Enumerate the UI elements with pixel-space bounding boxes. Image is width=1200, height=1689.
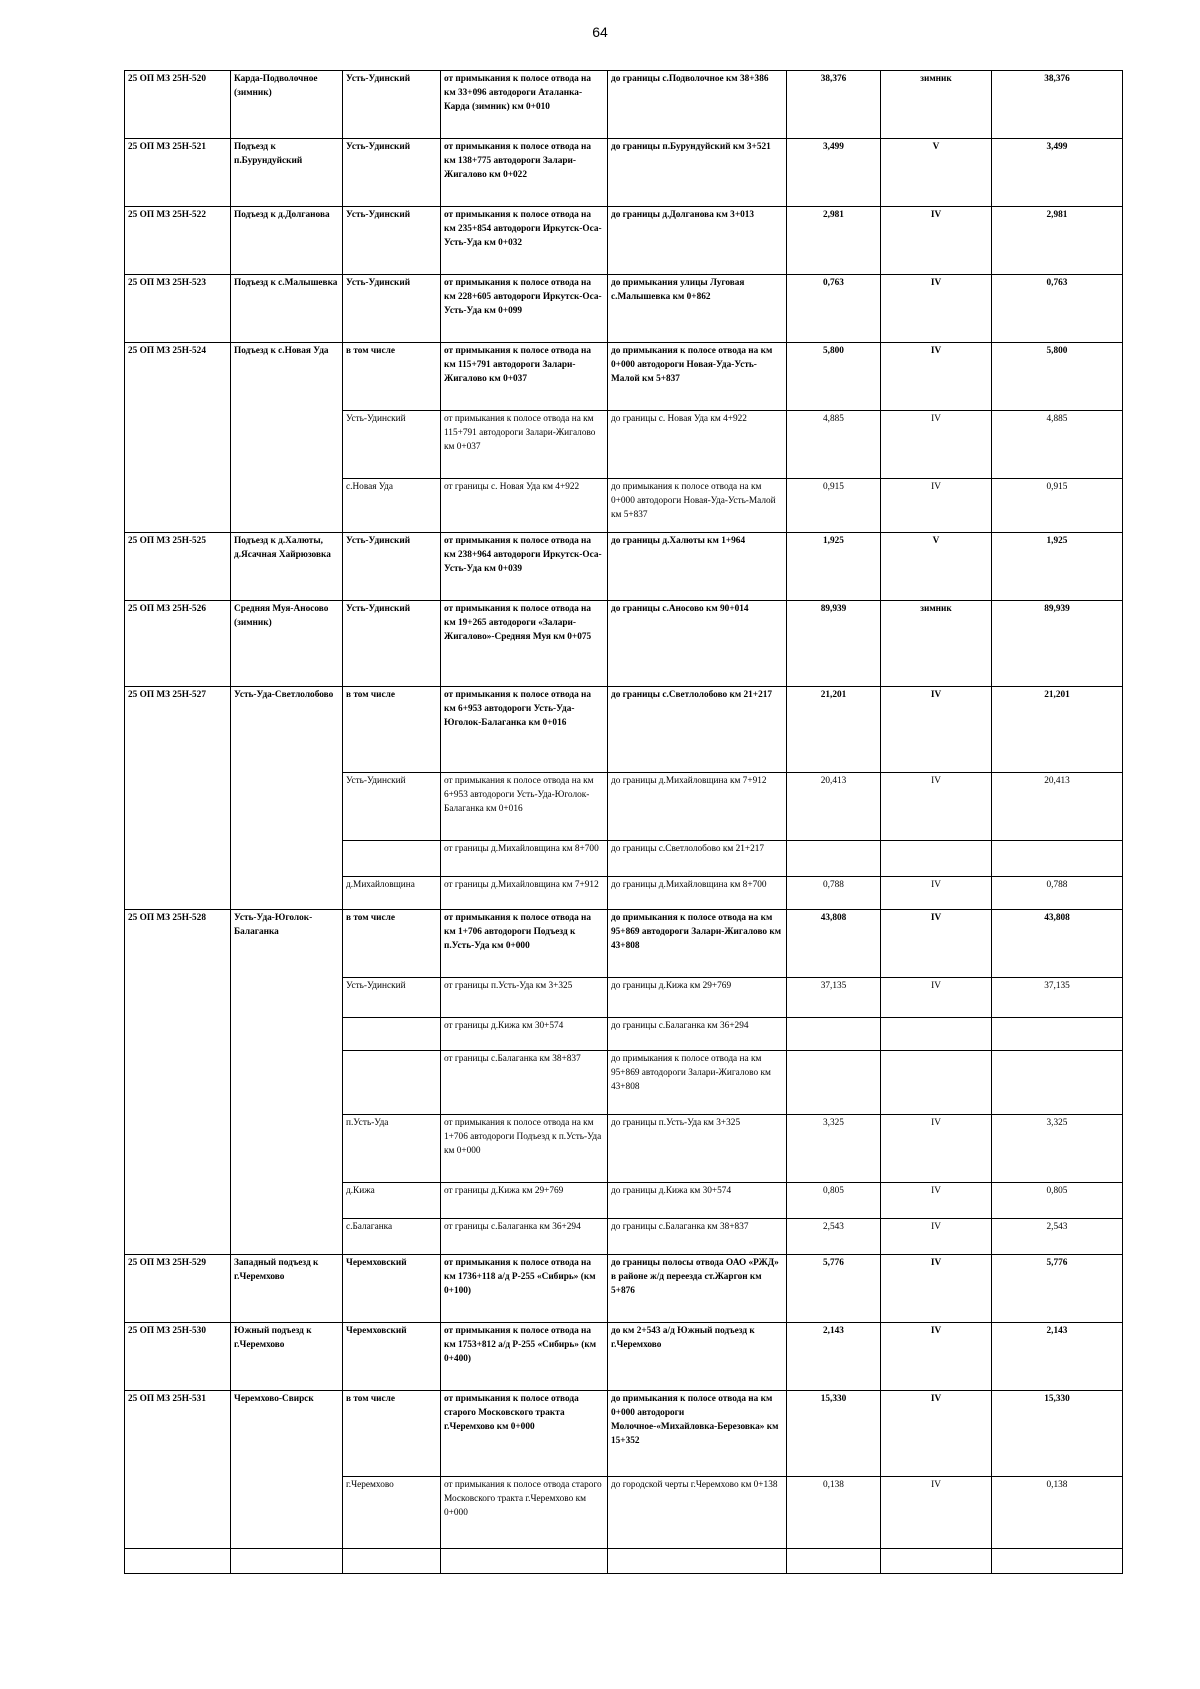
road-id-cell: 25 ОП МЗ 25Н-520: [125, 71, 231, 139]
length-cell: 0,915: [787, 479, 881, 533]
total-length-cell: 21,201: [992, 687, 1123, 773]
district-cell: в том числе: [343, 687, 441, 773]
category-cell: [881, 841, 992, 877]
total-length-cell: 43,808: [992, 910, 1123, 978]
from-cell: от примыкания к полосе отвода на км 1753+812 а/д Р-255 «Сибирь» (км 0+400): [441, 1323, 608, 1391]
from-cell: от границы с.Балаганка км 36+294: [441, 1219, 608, 1255]
table-row: [125, 601, 1123, 687]
category-cell: IV: [881, 1219, 992, 1255]
length-cell: 38,376: [787, 71, 881, 139]
to-cell: до примыкания к полосе отвода на км 0+000 автодороги Молочное-«Михайловка-Березовка» км 15+352: [608, 1391, 787, 1477]
to-cell: до границы с.Балаганка км 38+837: [608, 1219, 787, 1255]
district-cell: [343, 1018, 441, 1051]
to-cell: до границы д.Халюты км 1+964: [608, 533, 787, 601]
length-cell: 0,763: [787, 275, 881, 343]
from-cell: от примыкания к полосе отвода на км 1+706 автодороги Подъезд к п.Усть-Уда км 0+000: [441, 1115, 608, 1183]
category-cell: IV: [881, 207, 992, 275]
to-cell: до границы д.Михайловщина км 8+700: [608, 877, 787, 910]
from-cell: от примыкания к полосе отвода на км 115+791 автодороги Залари-Жигалово км 0+037: [441, 411, 608, 479]
district-cell: с.Балаганка: [343, 1219, 441, 1255]
road-name-cell: Подъезд к с.Малышевка: [231, 275, 343, 343]
district-cell: Усть-Удинский: [343, 139, 441, 207]
road-name-cell: Усть-Уда-Юголок-Балаганка: [231, 910, 343, 1255]
length-cell: 43,808: [787, 910, 881, 978]
length-cell: 20,413: [787, 773, 881, 841]
total-length-cell: [992, 1051, 1123, 1115]
page-number: 64: [592, 24, 608, 40]
category-cell: IV: [881, 1391, 992, 1477]
total-length-cell: 1,925: [992, 533, 1123, 601]
district-cell: п.Усть-Уда: [343, 1115, 441, 1183]
to-cell: до границы с.Аносово км 90+014: [608, 601, 787, 687]
road-name-cell: Подъезд к с.Новая Уда: [231, 343, 343, 533]
table-row: [125, 910, 1123, 978]
roads-table: [124, 70, 1123, 1574]
road-name-cell: Южный подъезд к г.Черемхово: [231, 1323, 343, 1391]
total-length-cell: 2,143: [992, 1323, 1123, 1391]
table-row: [125, 139, 1123, 207]
length-cell: [787, 1018, 881, 1051]
total-length-cell: 0,763: [992, 275, 1123, 343]
district-cell: Усть-Удинский: [343, 275, 441, 343]
length-cell: 3,499: [787, 139, 881, 207]
empty-cell: [343, 1549, 441, 1574]
category-cell: IV: [881, 910, 992, 978]
length-cell: 0,805: [787, 1183, 881, 1219]
total-length-cell: 38,376: [992, 71, 1123, 139]
district-cell: с.Новая Уда: [343, 479, 441, 533]
total-length-cell: 4,885: [992, 411, 1123, 479]
to-cell: до границы с.Светлолобово км 21+217: [608, 841, 787, 877]
total-length-cell: [992, 841, 1123, 877]
to-cell: до примыкания к полосе отвода на км 0+000 автодороги Новая-Уда-Усть-Малой км 5+837: [608, 343, 787, 411]
category-cell: IV: [881, 1115, 992, 1183]
empty-cell: [787, 1549, 881, 1574]
empty-cell: [125, 1549, 231, 1574]
total-length-cell: [992, 1018, 1123, 1051]
district-cell: в том числе: [343, 1391, 441, 1477]
from-cell: от примыкания к полосе отвода старого Московского тракта г.Черемхово км 0+000: [441, 1477, 608, 1549]
road-id-cell: 25 ОП МЗ 25Н-523: [125, 275, 231, 343]
length-cell: 89,939: [787, 601, 881, 687]
table-row: [125, 1255, 1123, 1323]
road-name-cell: Подъезд к д.Долганова: [231, 207, 343, 275]
road-id-cell: 25 ОП МЗ 25Н-530: [125, 1323, 231, 1391]
road-id-cell: 25 ОП МЗ 25Н-527: [125, 687, 231, 910]
to-cell: до примыкания к полосе отвода на км 95+869 автодороги Залари-Жигалово км 43+808: [608, 1051, 787, 1115]
total-length-cell: 0,915: [992, 479, 1123, 533]
from-cell: от примыкания к полосе отвода старого Московского тракта г.Черемхово км 0+000: [441, 1391, 608, 1477]
road-id-cell: 25 ОП МЗ 25Н-522: [125, 207, 231, 275]
to-cell: до границы д.Михайловщина км 7+912: [608, 773, 787, 841]
road-name-cell: Подъезд к д.Халюты, д.Ясачная Хайрюзовка: [231, 533, 343, 601]
total-length-cell: 5,800: [992, 343, 1123, 411]
from-cell: от примыкания к полосе отвода на км 6+953 автодороги Усть-Уда-Юголок-Балаганка км 0+016: [441, 773, 608, 841]
road-name-cell: Усть-Уда-Светлолобово: [231, 687, 343, 910]
road-name-cell: Подъезд к п.Бурундуйский: [231, 139, 343, 207]
from-cell: от примыкания к полосе отвода на км 228+605 автодороги Иркутск-Оса-Усть-Уда км 0+099: [441, 275, 608, 343]
from-cell: от примыкания к полосе отвода на км 1736+118 а/д Р-255 «Сибирь» (км 0+100): [441, 1255, 608, 1323]
to-cell: до городской черты г.Черемхово км 0+138: [608, 1477, 787, 1549]
to-cell: до границы с.Подволочное км 38+386: [608, 71, 787, 139]
to-cell: до границы д.Долганова км 3+013: [608, 207, 787, 275]
district-cell: [343, 841, 441, 877]
from-cell: от примыкания к полосе отвода на км 115+791 автодороги Залари-Жигалово км 0+037: [441, 343, 608, 411]
length-cell: 5,776: [787, 1255, 881, 1323]
to-cell: до примыкания к полосе отвода на км 95+869 автодороги Залари-Жигалово км 43+808: [608, 910, 787, 978]
to-cell: до границы с. Новая Уда км 4+922: [608, 411, 787, 479]
road-name-cell: Черемхово-Свирск: [231, 1391, 343, 1549]
table-row: [125, 71, 1123, 139]
length-cell: 15,330: [787, 1391, 881, 1477]
length-cell: 5,800: [787, 343, 881, 411]
total-length-cell: 20,413: [992, 773, 1123, 841]
from-cell: от примыкания к полосе отвода на км 238+964 автодороги Иркутск-Оса-Усть-Уда км 0+039: [441, 533, 608, 601]
length-cell: 3,325: [787, 1115, 881, 1183]
category-cell: IV: [881, 773, 992, 841]
from-cell: от границы п.Усть-Уда км 3+325: [441, 978, 608, 1018]
to-cell: до км 2+543 а/д Южный подъезд к г.Черемхово: [608, 1323, 787, 1391]
length-cell: 4,885: [787, 411, 881, 479]
to-cell: до границы полосы отвода ОАО «РЖД» в районе ж/д переезда ст.Жаргон км 5+876: [608, 1255, 787, 1323]
category-cell: IV: [881, 687, 992, 773]
length-cell: 37,135: [787, 978, 881, 1018]
table-row: [125, 275, 1123, 343]
from-cell: от границы д.Михайловщина км 8+700: [441, 841, 608, 877]
road-id-cell: 25 ОП МЗ 25Н-525: [125, 533, 231, 601]
category-cell: IV: [881, 343, 992, 411]
category-cell: IV: [881, 877, 992, 910]
category-cell: IV: [881, 479, 992, 533]
road-id-cell: 25 ОП МЗ 25Н-529: [125, 1255, 231, 1323]
from-cell: от примыкания к полосе отвода на км 235+854 автодороги Иркутск-Оса-Усть-Уда км 0+032: [441, 207, 608, 275]
table-row: [125, 1323, 1123, 1391]
total-length-cell: 0,138: [992, 1477, 1123, 1549]
road-id-cell: 25 ОП МЗ 25Н-528: [125, 910, 231, 1255]
table-row: [125, 343, 1123, 411]
to-cell: до примыкания улицы Луговая с.Малышевка км 0+862: [608, 275, 787, 343]
table-row: [125, 207, 1123, 275]
category-cell: зимник: [881, 71, 992, 139]
total-length-cell: 2,543: [992, 1219, 1123, 1255]
table-row: [125, 1391, 1123, 1477]
empty-cell: [441, 1549, 608, 1574]
total-length-cell: 3,499: [992, 139, 1123, 207]
road-name-cell: Западный подъезд к г.Черемхово: [231, 1255, 343, 1323]
empty-cell: [608, 1549, 787, 1574]
category-cell: IV: [881, 1477, 992, 1549]
district-cell: Усть-Удинский: [343, 533, 441, 601]
category-cell: [881, 1018, 992, 1051]
from-cell: от границы д.Михайловщина км 7+912: [441, 877, 608, 910]
district-cell: Черемховский: [343, 1255, 441, 1323]
length-cell: 2,543: [787, 1219, 881, 1255]
category-cell: IV: [881, 275, 992, 343]
table-body: [125, 71, 1123, 1574]
category-cell: V: [881, 139, 992, 207]
length-cell: 21,201: [787, 687, 881, 773]
from-cell: от примыкания к полосе отвода на км 6+953 автодороги Усть-Уда-Юголок-Балаганка км 0+016: [441, 687, 608, 773]
total-length-cell: 2,981: [992, 207, 1123, 275]
district-cell: Черемховский: [343, 1323, 441, 1391]
from-cell: от примыкания к полосе отвода на км 33+096 автодороги Аталанка-Карда (зимник) км 0+010: [441, 71, 608, 139]
length-cell: 0,788: [787, 877, 881, 910]
category-cell: V: [881, 533, 992, 601]
total-length-cell: 0,788: [992, 877, 1123, 910]
district-cell: в том числе: [343, 343, 441, 411]
empty-cell: [231, 1549, 343, 1574]
table-row: [125, 687, 1123, 773]
length-cell: 0,138: [787, 1477, 881, 1549]
from-cell: от границы с. Новая Уда км 4+922: [441, 479, 608, 533]
road-name-cell: Карда-Подволочное (зимник): [231, 71, 343, 139]
table-row-empty: [125, 1549, 1123, 1574]
category-cell: IV: [881, 411, 992, 479]
from-cell: от примыкания к полосе отвода на км 1+706 автодороги Подъезд к п.Усть-Уда км 0+000: [441, 910, 608, 978]
category-cell: IV: [881, 978, 992, 1018]
district-cell: Усть-Удинский: [343, 207, 441, 275]
to-cell: до границы с.Балаганка км 36+294: [608, 1018, 787, 1051]
to-cell: до границы п.Усть-Уда км 3+325: [608, 1115, 787, 1183]
to-cell: до границы д.Кижа км 30+574: [608, 1183, 787, 1219]
from-cell: от примыкания к полосе отвода на км 138+775 автодороги Залари-Жигалово км 0+022: [441, 139, 608, 207]
total-length-cell: 0,805: [992, 1183, 1123, 1219]
road-id-cell: 25 ОП МЗ 25Н-526: [125, 601, 231, 687]
road-id-cell: 25 ОП МЗ 25Н-531: [125, 1391, 231, 1549]
from-cell: от границы с.Балаганка км 38+837: [441, 1051, 608, 1115]
total-length-cell: 89,939: [992, 601, 1123, 687]
road-name-cell: Средняя Муя-Аносово (зимник): [231, 601, 343, 687]
category-cell: IV: [881, 1323, 992, 1391]
to-cell: до границы с.Светлолобово км 21+217: [608, 687, 787, 773]
district-cell: Усть-Удинский: [343, 71, 441, 139]
road-id-cell: 25 ОП МЗ 25Н-524: [125, 343, 231, 533]
length-cell: 1,925: [787, 533, 881, 601]
empty-cell: [881, 1549, 992, 1574]
district-cell: д.Михайловщина: [343, 877, 441, 910]
district-cell: Усть-Удинский: [343, 411, 441, 479]
district-cell: г.Черемхово: [343, 1477, 441, 1549]
length-cell: 2,981: [787, 207, 881, 275]
length-cell: 2,143: [787, 1323, 881, 1391]
from-cell: от примыкания к полосе отвода на км 19+265 автодороги «Залари-Жигалово»-Средняя Муя км 0+075: [441, 601, 608, 687]
district-cell: Усть-Удинский: [343, 773, 441, 841]
total-length-cell: 15,330: [992, 1391, 1123, 1477]
district-cell: д.Кижа: [343, 1183, 441, 1219]
total-length-cell: 37,135: [992, 978, 1123, 1018]
length-cell: [787, 841, 881, 877]
category-cell: IV: [881, 1255, 992, 1323]
from-cell: от границы д.Кижа км 30+574: [441, 1018, 608, 1051]
category-cell: [881, 1051, 992, 1115]
to-cell: до примыкания к полосе отвода на км 0+000 автодороги Новая-Уда-Усть-Малой км 5+837: [608, 479, 787, 533]
district-cell: [343, 1051, 441, 1115]
category-cell: IV: [881, 1183, 992, 1219]
from-cell: от границы д.Кижа км 29+769: [441, 1183, 608, 1219]
category-cell: зимник: [881, 601, 992, 687]
district-cell: в том числе: [343, 910, 441, 978]
to-cell: до границы п.Бурундуйский км 3+521: [608, 139, 787, 207]
road-id-cell: 25 ОП МЗ 25Н-521: [125, 139, 231, 207]
district-cell: Усть-Удинский: [343, 978, 441, 1018]
total-length-cell: 3,325: [992, 1115, 1123, 1183]
table-row: [125, 533, 1123, 601]
length-cell: [787, 1051, 881, 1115]
empty-cell: [992, 1549, 1123, 1574]
total-length-cell: 5,776: [992, 1255, 1123, 1323]
to-cell: до границы д.Кижа км 29+769: [608, 978, 787, 1018]
district-cell: Усть-Удинский: [343, 601, 441, 687]
